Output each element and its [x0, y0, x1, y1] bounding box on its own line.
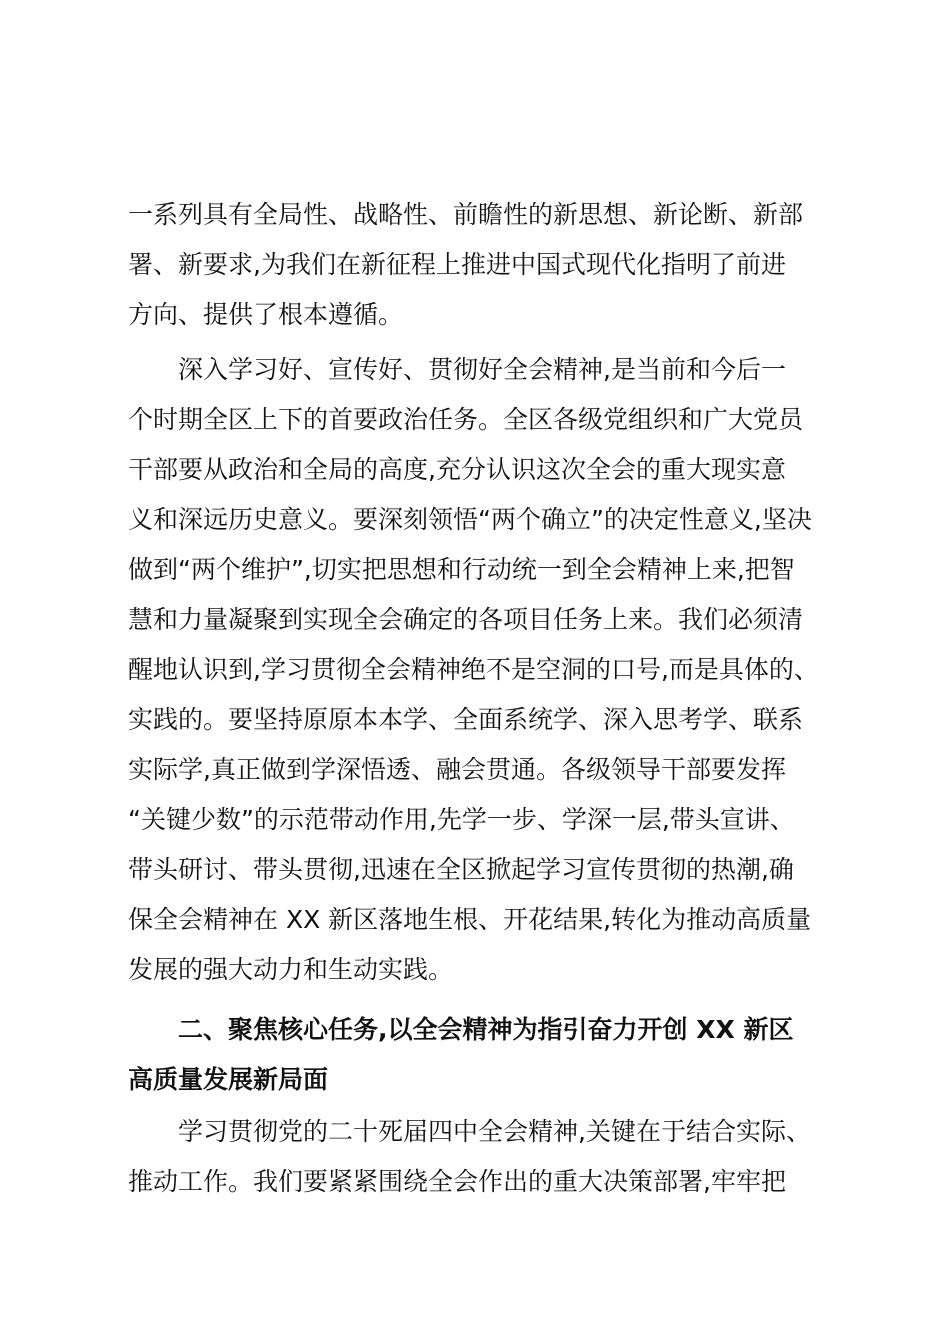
text-line: 实践的。要坚持原原本本学、全面系统学、深入思考学、联系 [128, 705, 804, 734]
text-line: 带头研讨、带头贯彻,迅速在全区掀起学习宣传贯彻的热潮,确 [128, 855, 794, 884]
text-line: 学习贯彻党的二十死届四中全会精神,关键在于结合实际、 [178, 1117, 811, 1146]
text-line: 义和深远历史意义。要深刻领悟“两个确立”的决定性意义,坚决 [128, 505, 812, 534]
text-line: 发展的强大动力和生动实践。 [128, 955, 454, 984]
text-line: 慧和力量凝聚到实现全会确定的各项目任务上来。我们必须清 [128, 605, 804, 634]
text-line: “关键少数”的示范带动作用,先学一步、学深一层,带头宣讲、 [128, 805, 795, 834]
text-line: 醒地认识到,学习贯彻全会精神绝不是空洞的口号,而是具体的、 [128, 655, 819, 684]
text-line: 个时期全区上下的首要政治任务。全区各级党组织和广大党员 [128, 405, 804, 434]
text-line: 推动工作。我们要紧紧围绕全会作出的重大决策部署,牢牢把 [128, 1167, 786, 1196]
text-line: 做到“两个维护”,切实把思想和行动统一到全会精神上来,把智 [128, 555, 795, 584]
text-line: 实际学,真正做到学深悟透、融会贯通。各级领导干部要发挥 [128, 755, 786, 784]
heading-line: 二、聚焦核心任务,以全会精神为指引奋力开创 XX 新区 [178, 1015, 794, 1044]
text-line: 保全会精神在 XX 新区落地生根、开花结果,转化为推动高质量 [128, 905, 812, 934]
text-line: 深入学习好、宣传好、贯彻好全会精神,是当前和今后一 [178, 355, 786, 384]
text-line: 方向、提供了根本遵循。 [128, 300, 404, 329]
text-line: 一系列具有全局性、战略性、前瞻性的新思想、新论断、新部 [128, 200, 804, 229]
text-line: 干部要从政治和全局的高度,充分认识这次全会的重大现实意 [128, 455, 786, 484]
text-line: 署、新要求,为我们在新征程上推进中国式现代化指明了前进 [128, 250, 786, 279]
heading-line: 高质量发展新局面 [128, 1065, 329, 1094]
